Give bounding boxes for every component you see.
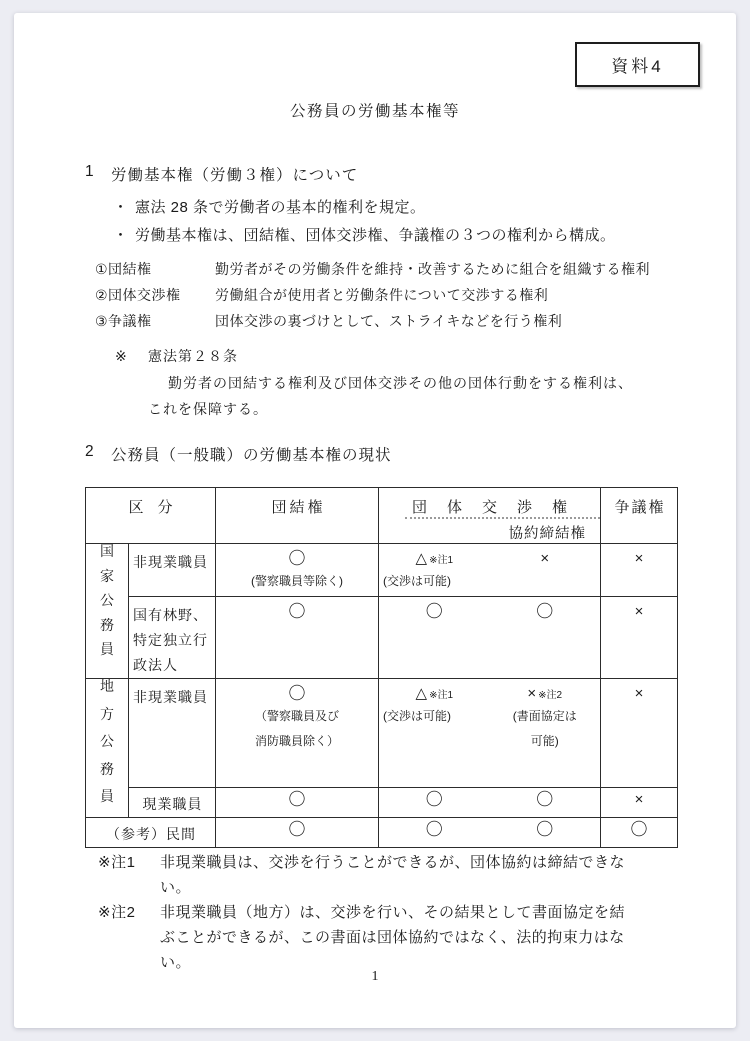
constitution-note-title: 憲法第２８条 — [148, 348, 238, 364]
cell-kyoyaku — [490, 684, 601, 754]
cell-kosho-kyoyaku — [379, 679, 601, 788]
document-tag-label: 資料4 — [611, 57, 664, 76]
section1-number: 1 — [85, 163, 95, 180]
note-marker: ※ — [115, 348, 128, 364]
footnote-text — [160, 900, 625, 975]
table-footnotes — [98, 850, 625, 975]
col-header-koshoken-label: 団体交渉権 — [412, 499, 588, 516]
section2-heading-text: 公務員（一般職）の労働基本権の現状 — [111, 447, 392, 464]
cell-sogi — [601, 788, 678, 818]
col-header-danketsuken — [216, 488, 379, 544]
row-group-local-label: 地 方 公 務 員 — [100, 678, 114, 804]
cell-kyoyaku — [490, 602, 601, 622]
bullet-text: 憲法 28 条で労働者の基本的権利を規定。 — [135, 199, 426, 216]
col-header-sogiken — [601, 488, 678, 544]
symbol-triangle: △ — [415, 550, 428, 567]
constitution-note-line1: 勤労者の団結する権利及び団体交渉その他の団体行動をする権利は、 — [168, 374, 633, 391]
page-title: 公務員の労働基本権等 — [289, 103, 460, 120]
table-row-local-gengyo — [86, 788, 678, 818]
cell-danketsu — [216, 818, 379, 848]
footnote-line: い。 — [160, 879, 192, 896]
symbol-circle: 〇 — [425, 602, 443, 621]
row-category: 現業職員 — [129, 788, 216, 818]
symbol-circle: 〇 — [425, 820, 443, 839]
col-header-danketsuken-label: 団結権 — [271, 499, 326, 516]
labor-rights-table — [85, 487, 678, 848]
symbol-cross: × — [527, 685, 537, 702]
cell-sogi — [601, 597, 678, 679]
section1-heading-text: 労働基本権（労働３権）について — [111, 167, 359, 184]
cell-sogi — [601, 679, 678, 788]
symbol-circle: 〇 — [536, 602, 554, 621]
definition-desc: 団体交渉の裏づけとして、ストライキなどを行う権利 — [215, 313, 563, 329]
labor-rights-definitions — [95, 256, 650, 334]
footnote-line: 非現業職員は、交渉を行うことができるが、団体協約は締結できな — [160, 854, 626, 871]
definition-item — [95, 308, 650, 334]
cell-note: (書面協定は — [512, 709, 577, 723]
footnote-2 — [98, 900, 625, 975]
page-number: 1 — [371, 969, 379, 984]
section2-number: 2 — [85, 443, 95, 460]
cell-note: （警察職員及び — [255, 709, 340, 723]
constitution-note — [115, 343, 633, 423]
row-group-national-label: 国 家 公 務 員 — [100, 543, 114, 657]
dotted-divider — [405, 517, 600, 519]
constitution-note-line2: これを保障する。 — [148, 401, 268, 417]
cell-danketsu — [216, 679, 379, 788]
cell-note: 可能) — [530, 734, 559, 748]
section1-heading — [85, 163, 358, 185]
col-header-sogiken-label: 争議権 — [614, 499, 666, 516]
symbol-circle: 〇 — [288, 684, 306, 703]
definition-item — [95, 256, 650, 282]
symbol-cross: × — [540, 550, 550, 567]
constitution-note-title-line — [115, 343, 633, 370]
cell-kosho-kyoyaku — [379, 818, 601, 848]
col-header-kyoyaku-label: 協約締結権 — [508, 526, 587, 542]
footnote-label: ※注2 — [98, 904, 136, 921]
definition-term: ③争議権 — [95, 313, 152, 329]
cell-kosho — [379, 602, 490, 622]
symbol-circle: 〇 — [288, 820, 306, 839]
cell-kyoyaku — [490, 790, 601, 810]
cell-note: (交渉は可能) — [383, 574, 452, 588]
symbol-cross: × — [634, 685, 644, 702]
bullet-item — [113, 194, 616, 222]
symbol-circle: 〇 — [536, 820, 554, 839]
row-group-national — [86, 544, 129, 679]
table-header-row — [86, 488, 678, 544]
cell-kosho — [379, 549, 490, 594]
definition-term: ②団体交渉権 — [95, 287, 181, 303]
col-header-category — [86, 488, 216, 544]
footnote-line: ぶことができるが、この書面は団体協約ではなく、法的拘束力はな — [160, 929, 625, 946]
symbol-circle: 〇 — [425, 790, 443, 809]
symbol-circle: 〇 — [536, 790, 554, 809]
bullet-text: 労働基本権は、団結権、団体交渉権、争議権の３つの権利から構成。 — [135, 227, 616, 244]
cell-kyoyaku — [490, 549, 601, 594]
footnote-1 — [98, 850, 625, 900]
cell-kosho — [379, 684, 490, 754]
row-category: 非現業職員 — [129, 544, 216, 597]
footnote-ref: ※注1 — [429, 555, 454, 566]
footnote-label: ※注1 — [98, 854, 136, 871]
col-header-category-label: 区分 — [128, 499, 187, 516]
document-tag-box — [575, 42, 700, 87]
footnote-ref: ※注1 — [429, 690, 454, 701]
cell-kosho-kyoyaku — [379, 597, 601, 679]
footnote-line: い。 — [160, 954, 192, 971]
definition-item — [95, 282, 650, 308]
table-row-national-higengyo — [86, 544, 678, 597]
footnote-text — [160, 850, 625, 900]
symbol-triangle: △ — [415, 685, 428, 702]
symbol-circle: 〇 — [288, 790, 306, 809]
col-header-dantai-koshoken — [379, 488, 601, 544]
symbol-cross: × — [634, 603, 644, 620]
cell-danketsu — [216, 544, 379, 597]
footnote-line: 非現業職員（地方）は、交渉を行い、その結果として書面協定を結 — [160, 904, 626, 921]
symbol-cross: × — [634, 550, 644, 567]
cell-note: 消防職員除く） — [255, 734, 340, 748]
bullet-mark: ・ — [113, 199, 129, 216]
symbol-circle: 〇 — [288, 602, 306, 621]
cell-sogi — [601, 818, 678, 848]
definition-desc: 勤労者がその労働条件を維持・改善するために組合を組織する権利 — [215, 261, 650, 277]
table-row-national-rinya — [86, 597, 678, 679]
cell-note: (警察職員等除く) — [251, 574, 344, 588]
symbol-circle: 〇 — [630, 820, 648, 839]
document-page — [14, 13, 736, 1028]
footnote-ref: ※注2 — [538, 690, 563, 701]
table-row-local-higengyo — [86, 679, 678, 788]
cell-kosho — [379, 790, 490, 810]
symbol-circle: 〇 — [288, 549, 306, 568]
cell-kyoyaku — [490, 820, 601, 840]
definition-term: ①団結権 — [95, 261, 152, 277]
cell-kosho — [379, 820, 490, 840]
definition-desc: 労働組合が使用者と労働条件について交渉する権利 — [215, 287, 549, 303]
bullet-mark: ・ — [113, 227, 129, 244]
row-category: （参考）民間 — [86, 818, 216, 848]
bullet-item — [113, 222, 616, 250]
cell-danketsu — [216, 788, 379, 818]
row-group-local — [86, 679, 129, 818]
section2-heading — [85, 443, 392, 465]
cell-sogi — [601, 544, 678, 597]
row-category: 国有林野、特定独立行政法人 — [129, 597, 216, 679]
symbol-cross: × — [634, 791, 644, 808]
table-row-private-reference — [86, 818, 678, 848]
cell-kosho-kyoyaku — [379, 544, 601, 597]
section1-bullets — [113, 194, 616, 250]
cell-danketsu — [216, 597, 379, 679]
row-category: 非現業職員 — [129, 679, 216, 788]
cell-note: (交渉は可能) — [383, 709, 452, 723]
cell-kosho-kyoyaku — [379, 788, 601, 818]
